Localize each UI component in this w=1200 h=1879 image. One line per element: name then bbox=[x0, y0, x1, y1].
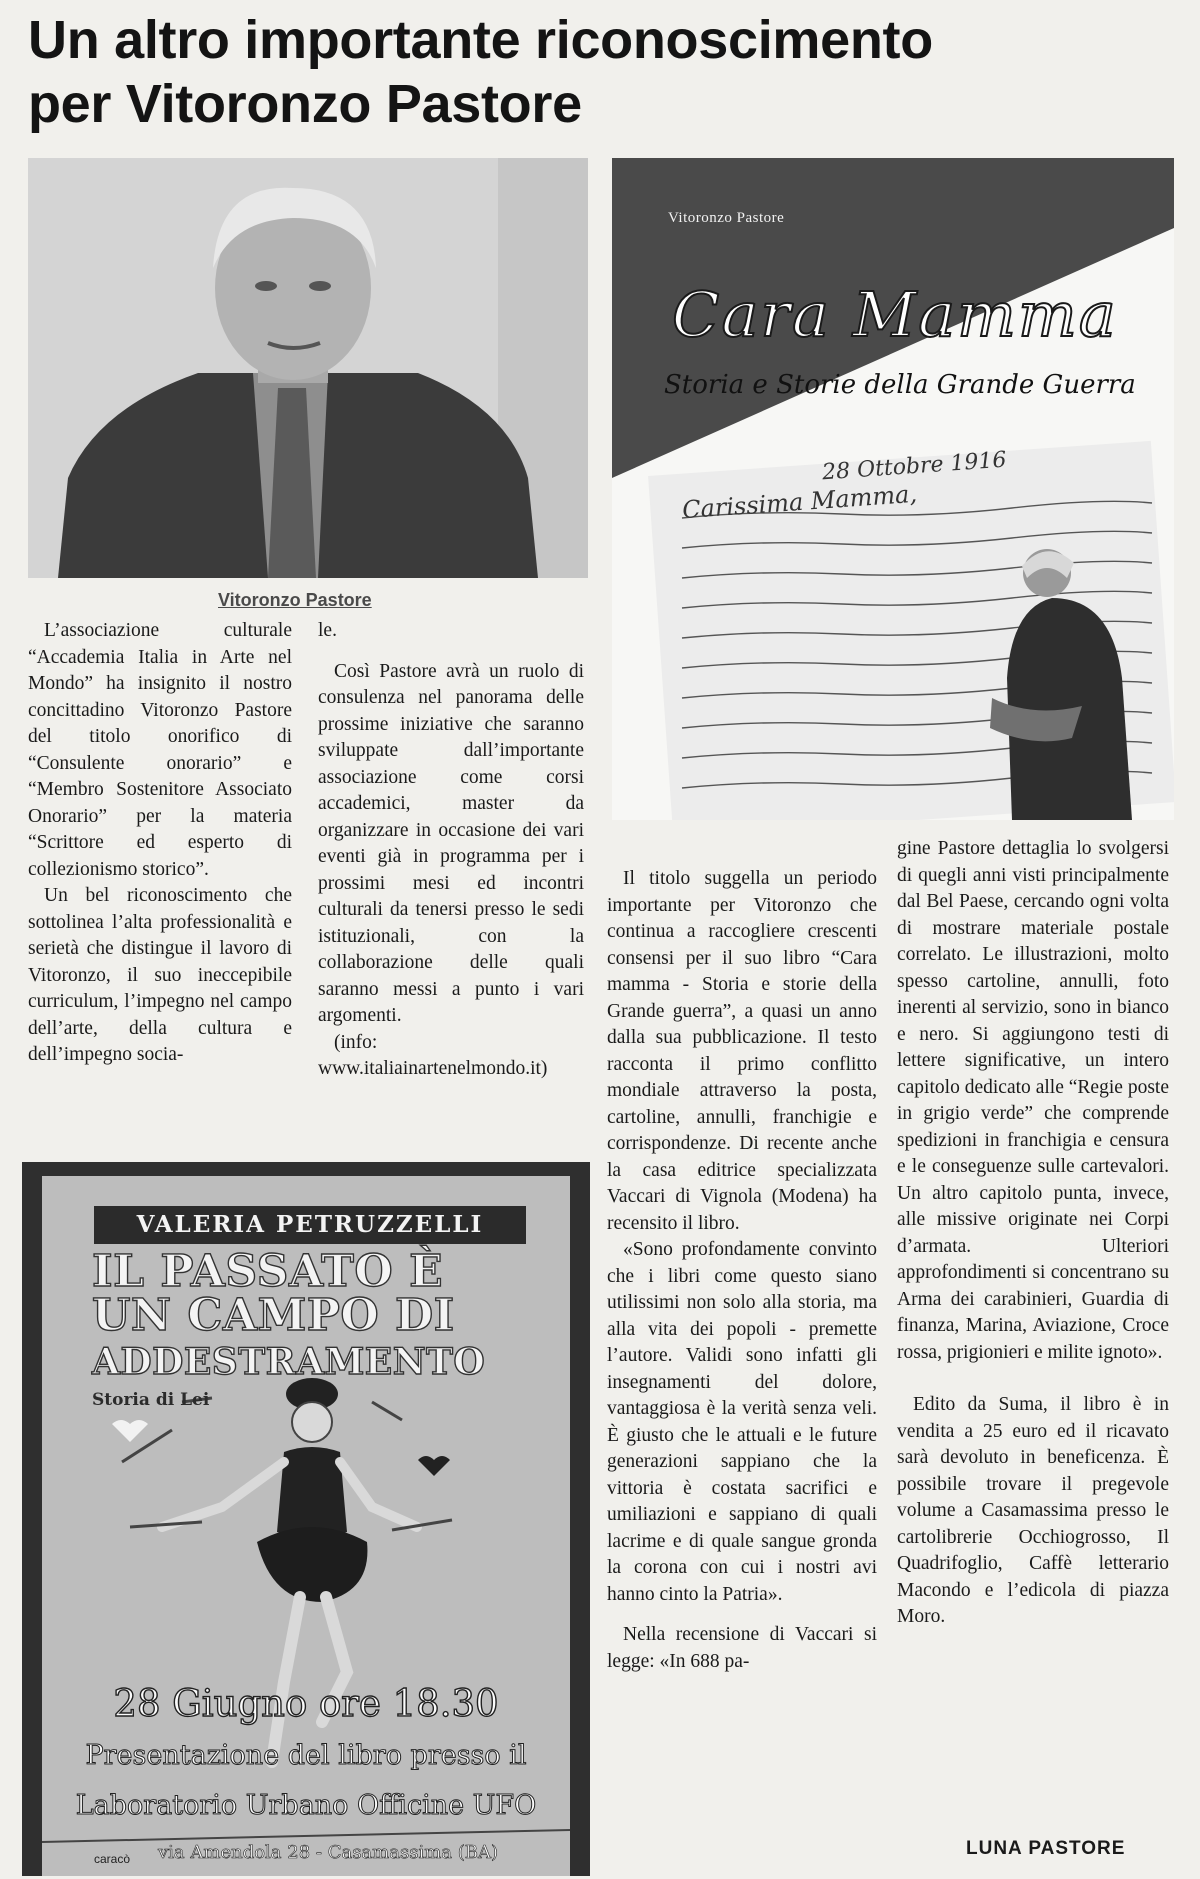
book-cover-author: Vitoronzo Pastore bbox=[668, 210, 785, 226]
paragraph: (info: www.italiainartenelmondo.it) bbox=[318, 1031, 548, 1079]
article-column-4 bbox=[897, 836, 1169, 1631]
book-cover bbox=[612, 158, 1174, 820]
book-cover-title: Cara Mamma bbox=[672, 278, 1118, 351]
flyer-presentation: Presentazione del libro presso il bbox=[85, 1740, 527, 1771]
flyer-author: VALERIA PETRUZZELLI bbox=[94, 1206, 526, 1244]
article-headline bbox=[28, 8, 1178, 136]
flyer-date: 28 Giugno ore 18.30 bbox=[113, 1682, 499, 1725]
flyer-title-line-3: ADDESTRAMENTO bbox=[92, 1341, 486, 1383]
article-column-3 bbox=[607, 866, 877, 1675]
letter-greeting: Carissima Mamma, bbox=[681, 479, 918, 525]
photo-caption: Vitoronzo Pastore bbox=[218, 590, 372, 610]
paragraph: le. bbox=[318, 620, 337, 641]
paragraph: Nella recensione di Vaccari si legge: «In 688 pa- bbox=[607, 1624, 877, 1672]
flyer-venue: Laboratorio Urbano Officine UFO bbox=[75, 1790, 537, 1821]
book-cover-subtitle: Storia e Storie della Grande Guerra bbox=[664, 370, 1136, 400]
event-flyer bbox=[22, 1162, 590, 1876]
portrait-photo bbox=[28, 158, 588, 578]
paragraph: Edito da Suma, il libro è in vendita a 25 euro ed il ricavato sarà devoluto in beneficenza. È possibile trovare il pregevole volume a Casamassima presso le cartolibrerie Occhiogrosso, Il Quadrifoglio, Caffè letterario Macondo e l’edicola di piazza Moro. bbox=[897, 1394, 1169, 1627]
paragraph: gine Pastore dettaglia lo svolgersi di quegli anni visti principalmente dal Bel Paese, cercando ogni volta di mostrare materiale postale correlato. Le illustrazioni, molto spesso cartoline, annulli, foto inerenti al servizio, sono in bianco e nero. Si aggiungono testi di lettere significative, un intero capitolo dedicato alle “Regie poste in grigio verde” che comprende spedizioni in franchigia e censura e le conseguenze sulle cartevalori. Un altro capitolo punta, invece, alle missive originate nei Corpi d’armata. Ulteriori approfondimenti si concentrano su Arma dei carabinieri, Guardia di finanza, Marina, Aviazione, Croce rossa, prigionieri e milite ignoto». bbox=[897, 838, 1169, 1363]
flyer-title-line-1: IL PASSATO È bbox=[92, 1246, 444, 1297]
article-column-2 bbox=[318, 618, 584, 1083]
paragraph: «Sono profondamente convinto che i libri come questo siano utilissimi non solo alla storia, ma alla vita dei popoli - premette l’autore. Validi sono infatti gli insegnamenti del dolore, vantaggiosa è la verità senza veli. È giusto che le attuali e le future generazioni sappiano che la vittoria è costata sacrifici e umiliazioni e sappiano di quali lacrime e di quale sangue gronda la corona con cui i nostri avi hanno cinto la Patria». bbox=[607, 1239, 877, 1605]
flyer-address: via Amendola 28 - Casamassima (BA) bbox=[158, 1842, 498, 1863]
publisher-logo: caracò bbox=[94, 1852, 131, 1866]
paragraph: Un bel riconoscimento che sottolinea l’alta professionalità e serietà che distingue il lavoro di Vitoronzo, il suo ineccepibile curriculum, l’impegno nel campo dell’arte, della cultura e dell’impegno socia- bbox=[28, 885, 292, 1065]
flyer-title-line-2: UN CAMPO DI bbox=[92, 1290, 455, 1341]
article-column-1 bbox=[28, 618, 292, 1069]
headline-line-2: per Vitoronzo Pastore bbox=[28, 74, 582, 134]
flyer-subtitle: Storia di Lei bbox=[92, 1390, 210, 1410]
paragraph: L’associazione culturale “Accademia Italia in Arte nel Mondo” ha insignito il nostro concittadino Vitoronzo Pastore del titolo onorifico di “Consulente onorario” e “Membro Sostenitore Associato Onorario” per la materia “Scrittore ed esperto di collezionismo storico”. bbox=[28, 620, 292, 880]
paragraph: Il titolo suggella un periodo importante per Vitoronzo che continua a raccogliere crescenti consensi per il suo libro “Cara mamma - Storia e storie della Grande guerra”, a quasi un anno dalla sua pubblicazione. Il testo racconta il primo conflitto mondiale attraverso la posta, cartoline, annulli, franchigie e corrispondenze. Di recente anche la casa editrice specializzata Vaccari di Vignola (Modena) ha recensito il libro. bbox=[607, 868, 877, 1234]
flyer-title bbox=[92, 1246, 532, 1384]
article-signature: LUNA PASTORE bbox=[966, 1838, 1126, 1859]
paragraph: Così Pastore avrà un ruolo di consulenza nel panorama delle prossime iniziative che saranno sviluppate dall’importante associazione come corsi accademici, master da organizzare in occasione dei vari eventi già in programma per i prossimi mesi ed incontri culturali da tenersi presso le sedi istituzionali, con la collaborazione delle quali saranno messi a punto i vari argomenti. bbox=[318, 660, 584, 1026]
letter-date: 28 Ottobre 1916 bbox=[821, 447, 1008, 486]
headline-line-1: Un altro importante riconoscimento bbox=[28, 10, 933, 70]
portrait-illustration bbox=[28, 158, 588, 578]
